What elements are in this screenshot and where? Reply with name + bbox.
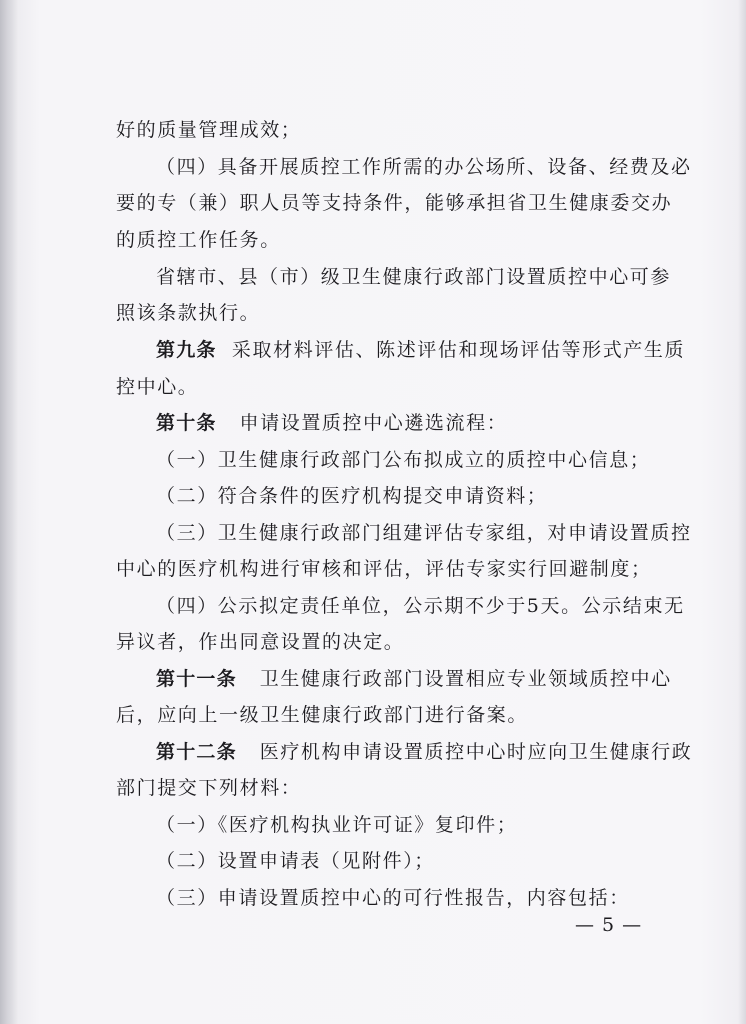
line-text: （二）符合条件的医疗机构提交申请资料； bbox=[156, 485, 548, 507]
article-10-line bbox=[0, 405, 746, 441]
text-line bbox=[0, 588, 746, 624]
text-line bbox=[0, 478, 746, 514]
article-heading: 第十二条 bbox=[156, 741, 237, 763]
page-number: — 5 — bbox=[575, 914, 643, 936]
text-line bbox=[0, 770, 746, 806]
article-heading: 第十条 bbox=[156, 412, 217, 434]
text-line bbox=[0, 551, 746, 587]
line-text: 部门提交下列材料： bbox=[116, 777, 302, 799]
line-text: 省辖市、县（市）级卫生健康行政部门设置质控中心可参 bbox=[156, 266, 672, 288]
line-text: （三）卫生健康行政部门组建评估专家组，对申请设置质控 bbox=[156, 522, 692, 544]
line-text: 照该条款执行。 bbox=[116, 302, 261, 324]
line-text: （四）具备开展质控工作所需的办公场所、设备、经费及必 bbox=[156, 156, 692, 178]
line-text: 异议者，作出同意设置的决定。 bbox=[116, 631, 405, 653]
line-text: 要的专（兼）职人员等支持条件，能够承担省卫生健康委交办 bbox=[116, 192, 673, 214]
line-text: （三）申请设置质控中心的可行性报告，内容包括： bbox=[156, 887, 630, 909]
line-text: 好的质量管理成效； bbox=[116, 119, 302, 141]
line-text: 的质控工作任务。 bbox=[116, 229, 281, 251]
line-text: 申请设置质控中心遴选流程： bbox=[239, 412, 508, 434]
text-line bbox=[0, 149, 746, 185]
text-line bbox=[0, 843, 746, 879]
line-text: 卫生健康行政部门设置相应专业领域质控中心 bbox=[259, 668, 672, 690]
line-text: （二）设置申请表（见附件）； bbox=[156, 850, 435, 872]
text-line bbox=[0, 807, 746, 843]
text-line bbox=[0, 515, 746, 551]
article-11-line bbox=[0, 661, 746, 697]
line-text: （四）公示拟定责任单位，公示期不少于5天。公示结束无 bbox=[156, 595, 685, 617]
text-line bbox=[0, 369, 746, 405]
text-line bbox=[0, 697, 746, 733]
text-line bbox=[0, 112, 746, 148]
line-text: 控中心。 bbox=[116, 376, 199, 398]
article-heading: 第九条 bbox=[156, 339, 217, 361]
text-line bbox=[0, 185, 746, 221]
text-line bbox=[0, 222, 746, 258]
article-heading: 第十一条 bbox=[156, 668, 237, 690]
text-line bbox=[0, 442, 746, 478]
article-12-line bbox=[0, 734, 746, 770]
text-line bbox=[0, 624, 746, 660]
line-text: （一）《医疗机构执业许可证》复印件； bbox=[156, 814, 518, 836]
article-9-line bbox=[0, 332, 746, 368]
text-line bbox=[0, 259, 746, 295]
line-text: 后，应向上一级卫生健康行政部门进行备案。 bbox=[116, 704, 529, 726]
line-text: 采取材料评估、陈述评估和现场评估等形式产生质 bbox=[231, 339, 686, 361]
text-line bbox=[0, 295, 746, 331]
line-text: 医疗机构申请设置质控中心时应向卫生健康行政 bbox=[259, 741, 693, 763]
line-text: （一）卫生健康行政部门公布拟成立的质控中心信息； bbox=[156, 449, 651, 471]
line-text: 中心的医疗机构进行审核和评估，评估专家实行回避制度； bbox=[116, 558, 652, 580]
